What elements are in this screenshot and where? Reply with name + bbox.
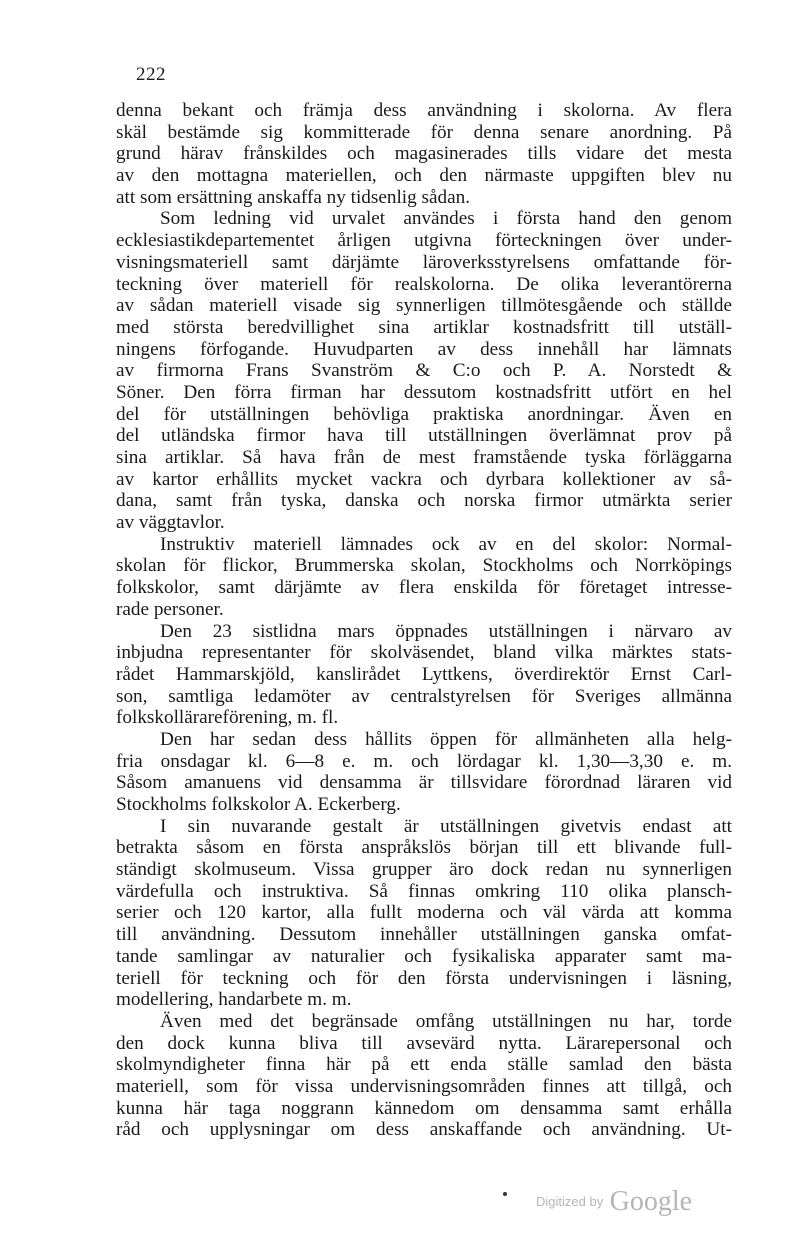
text-line: serier och 120 kartor, alla fullt moderna och väl värda att komma bbox=[116, 902, 732, 924]
text-line: del utländska firmor hava till utställningen överlämnat prov på bbox=[116, 425, 732, 447]
text-line: värdefulla och instruktiva. Så finnas omkring 110 olika plansch- bbox=[116, 880, 732, 902]
text-line: skolmyndigheter finna här på ett enda ställe samlad den bästa bbox=[116, 1054, 732, 1076]
text-line: folkskollärareförening, m. fl. bbox=[116, 707, 339, 729]
text-line: grund härav frånskildes och magasinerades tills vidare det mesta bbox=[116, 143, 732, 165]
text-line: Den 23 sistlidna mars öppnades utställningen i närvaro av bbox=[160, 620, 732, 642]
text-line: den dock kunna bliva till avsevärd nytta. Lärarepersonal och bbox=[116, 1032, 732, 1054]
text-line: skolan för flickor, Brummerska skolan, Stockholms och Norrköpings bbox=[116, 555, 732, 577]
text-line: till användning. Dessutom innehåller utställningen ganska omfat- bbox=[116, 924, 732, 946]
text-line: Instruktiv materiell lämnades ock av en del skolor: Normal- bbox=[160, 533, 732, 555]
text-line: ecklesiastikdepartementet årligen utgivna förteckningen över under- bbox=[116, 230, 732, 252]
text-line: dana, samt från tyska, danska och norska firmor utmärkta serier bbox=[116, 490, 732, 512]
text-line: ständigt skolmuseum. Vissa grupper äro dock redan nu synnerligen bbox=[116, 859, 732, 881]
text-line: rådet Hammarskjöld, kanslirådet Lyttkens, överdirektör Ernst Carl- bbox=[116, 663, 732, 685]
text-line: av sådan materiell visade sig synnerligen tillmötesgående och ställde bbox=[116, 295, 732, 317]
watermark-prefix: Digitized by bbox=[536, 1194, 604, 1209]
text-line: son, samtliga ledamöter av centralstyrelsen för Sveriges allmänna bbox=[116, 685, 732, 707]
text-line: Såsom amanuens vid densamma är tillsvidare förordnad läraren vid bbox=[116, 772, 732, 794]
text-line: av kartor erhållits mycket vackra och dyrbara kollektioner av så- bbox=[116, 468, 732, 490]
text-line: sina artiklar. Så hava från de mest framstående tyska förläggarna bbox=[116, 447, 732, 468]
text-line: av den mottagna materiellen, och den närmaste uppgiften blev nu bbox=[116, 165, 732, 187]
text-line: I sin nuvarande gestalt är utställningen givetvis endast att bbox=[160, 815, 732, 837]
text-line: kunna här taga noggrann kännedom om densamma samt erhålla bbox=[116, 1097, 732, 1119]
body-text bbox=[116, 100, 732, 1141]
watermark-brand: Google bbox=[609, 1186, 693, 1217]
text-line: av väggtavlor. bbox=[116, 512, 225, 534]
text-line: inbjudna representanter för skolväsendet, bland vilka märktes stats- bbox=[116, 642, 732, 664]
text-line: Söner. Den förra firman har dessutom kostnadsfritt utfört en hel bbox=[116, 381, 732, 403]
ink-speck bbox=[503, 1192, 507, 1196]
text-line: ningens förfogande. Huvudparten av dess innehåll har lämnats bbox=[116, 338, 732, 360]
text-line: del för utställningen behövliga praktiska anordningar. Även en bbox=[116, 403, 732, 425]
page-number: 222 bbox=[136, 64, 166, 85]
text-line: att som ersättning anskaffa ny tidsenlig sådan. bbox=[116, 186, 471, 208]
text-line: modellering, handarbete m. m. bbox=[116, 989, 352, 1011]
digitized-watermark bbox=[536, 1186, 692, 1218]
text-line: fria onsdagar kl. 6—8 e. m. och lördagar kl. 1,30—3,30 e. m. bbox=[116, 750, 732, 772]
text-line: rade personer. bbox=[116, 598, 224, 620]
text-line: med största beredvillighet sina artiklar kostnadsfritt till utställ- bbox=[116, 316, 732, 338]
text-line: materiell, som för vissa undervisningsområden finnes att tillgå, och bbox=[116, 1075, 732, 1097]
text-line: Stockholms folkskolor A. Eckerberg. bbox=[116, 794, 401, 815]
text-line: Som ledning vid urvalet användes i första hand den genom bbox=[160, 208, 732, 230]
text-line: av firmorna Frans Svanström & C:o och P. A. Norstedt & bbox=[116, 360, 732, 382]
text-line: Den har sedan dess hållits öppen för allmänheten alla helg- bbox=[160, 728, 732, 750]
text-line: tande samlingar av naturalier och fysikaliska apparater samt ma- bbox=[116, 945, 732, 967]
text-line: folkskolor, samt därjämte av flera enskilda för företaget intresse- bbox=[116, 577, 732, 599]
text-line: betrakta såsom en första anspråkslös början till ett blivande full- bbox=[116, 837, 732, 859]
text-line: skäl bestämde sig kommitterade för denna senare anordning. På bbox=[116, 121, 732, 143]
text-line: denna bekant och främja dess användning i skolorna. Av flera bbox=[116, 100, 732, 121]
text-line: teckning över materiell för realskolorna. De olika leverantörerna bbox=[116, 273, 732, 295]
text-line: teriell för teckning och för den första undervisningen i läsning, bbox=[116, 967, 732, 989]
text-line: visningsmateriell samt därjämte läroverksstyrelsens omfattande för- bbox=[116, 251, 732, 273]
text-line: råd och upplysningar om dess anskaffande och användning. Ut- bbox=[116, 1119, 732, 1141]
text-line: Även med det begränsade omfång utställningen nu har, torde bbox=[160, 1010, 732, 1032]
